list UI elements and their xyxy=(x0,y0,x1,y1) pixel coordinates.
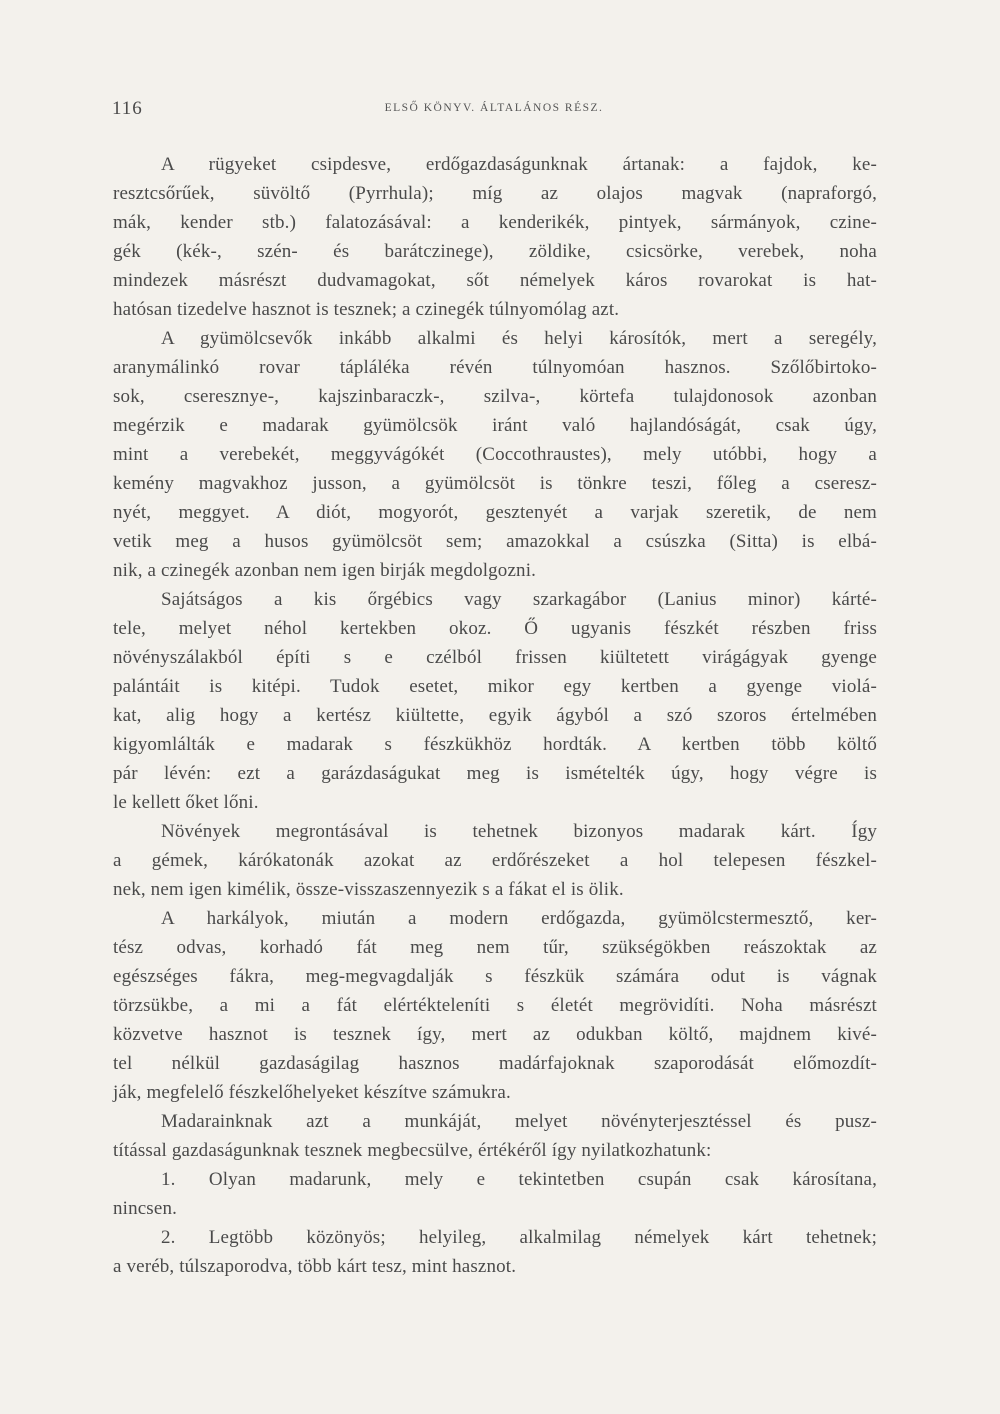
text-line: nincsen. xyxy=(113,1198,177,1219)
text-line: ják, megfelelő fészkelőhelyeket készítve számukra. xyxy=(113,1082,511,1103)
text-line: vetik meg a husos gyümölcsöt sem; amazokkal a csúszka (Sitta) is elbá- xyxy=(113,531,877,552)
text-line: tész odvas, korhadó fát meg nem tűr, szükségökben reászoktak az xyxy=(113,937,877,958)
text-line: le kellett őket lőni. xyxy=(113,792,259,813)
text-line: hatósan tizedelve hasznot is tesznek; a czinegék túlnyomólag azt. xyxy=(113,299,620,320)
text-line: tele, melyet néhol kertekben okoz. Ő ugyanis fészkét részben friss xyxy=(113,618,877,639)
text-line: nek, nem igen kimélik, össze-visszaszennyezik s a fákat el is ölik. xyxy=(113,879,624,900)
text-line: A harkályok, miután a modern erdőgazda, gyümölcstermesztő, ker- xyxy=(161,908,877,929)
text-line: kat, alig hogy a kertész kiültette, egyik ágyból a szó szoros értelmében xyxy=(113,705,877,726)
text-line: mindezek másrészt dudvamagokat, sőt némelyek káros rovarokat is hat- xyxy=(113,270,877,291)
text-line: kigyomlálták e madarak s fészkükhöz hordták. A kertben több költő xyxy=(113,734,877,755)
text-line: 2. Legtöbb közönyös; helyileg, alkalmilag némelyek kárt tehetnek; xyxy=(161,1227,877,1248)
text-line: pár lévén: ezt a garázdaságukat meg is ismételték úgy, hogy végre is xyxy=(113,763,877,784)
text-line: kemény magvakhoz jusson, a gyümölcsöt is tönkre teszi, főleg a cseresz- xyxy=(113,473,877,494)
text-line: títással gazdaságunknak tesznek megbecsülve, értékéről így nyilatkozhatunk: xyxy=(113,1140,712,1161)
running-head: ELSŐ KÖNYV. ÁLTALÁNOS RÉSZ. xyxy=(384,102,604,114)
text-line: nyét, meggyet. A diót, mogyorót, gesztenyét a varjak szeretik, de nem xyxy=(113,502,877,523)
text-line: növényszálakból építi s e czélból frissen kiültetett virágágyak gyenge xyxy=(113,647,877,668)
text-line: sok, cseresznye-, kajszinbaraczk-, szilva-, körtefa tulajdonosok azonban xyxy=(113,386,877,407)
text-line: A gyümölcsevők inkább alkalmi és helyi károsítók, mert a seregély, xyxy=(161,328,877,349)
text-line: gék (kék-, szén- és barátczinege), zöldike, csicsörke, verebek, noha xyxy=(113,241,877,262)
text-line: 1. Olyan madarunk, mely e tekintetben csupán csak károsítana, xyxy=(161,1169,877,1190)
text-line: mák, kender stb.) falatozásával: a kenderikék, pintyek, sármányok, czine- xyxy=(113,212,877,233)
text-line: aranymálinkó rovar tápláléka révén túlnyomóan hasznos. Szőlőbirtoko- xyxy=(113,357,877,378)
text-line: Növények megrontásával is tehetnek bizonyos madarak kárt. Így xyxy=(161,821,877,842)
text-line: közvetve hasznot is tesznek így, mert az odukban költő, majdnem kivé- xyxy=(113,1024,877,1045)
text-line: egészséges fákra, meg-megvagdalják s fészkük számára odut is vágnak xyxy=(113,966,877,987)
text-line: resztcsőrűek, süvöltő (Pyrrhula); míg az olajos magvak (napraforgó, xyxy=(113,183,877,204)
text-line: a veréb, túlszaporodva, több kárt tesz, mint hasznot. xyxy=(113,1256,517,1277)
text-line: Madarainknak azt a munkáját, melyet növényterjesztéssel és pusz- xyxy=(161,1111,877,1132)
text-line: Sajátságos a kis őrgébics vagy szarkagábor (Lanius minor) kárté- xyxy=(161,589,877,610)
text-line: megérzik e madarak gyümölcsök iránt való hajlandóságát, csak úgy, xyxy=(113,415,877,436)
text-line: A rügyeket csipdesve, erdőgazdaságunknak ártanak: a fajdok, ke- xyxy=(161,154,877,175)
text-line: nik, a czinegék azonban nem igen birják megdolgozni. xyxy=(113,560,537,581)
page-number: 116 xyxy=(112,98,143,119)
body-text xyxy=(113,150,877,1281)
text-line: mint a verebekét, meggyvágókét (Coccothraustes), mely utóbbi, hogy a xyxy=(113,444,877,465)
text-line: törzsükbe, a mi a fát elértékteleníti s életét megrövidíti. Noha másrészt xyxy=(113,995,877,1016)
text-line: a gémek, kárókatonák azokat az erdőrészeket a hol telepesen fészkel- xyxy=(113,850,877,871)
text-line: palántáit is kitépi. Tudok esetet, mikor egy kertben a gyenge violá- xyxy=(113,676,877,697)
text-line: tel nélkül gazdaságilag hasznos madárfajoknak szaporodását előmozdít- xyxy=(113,1053,877,1074)
